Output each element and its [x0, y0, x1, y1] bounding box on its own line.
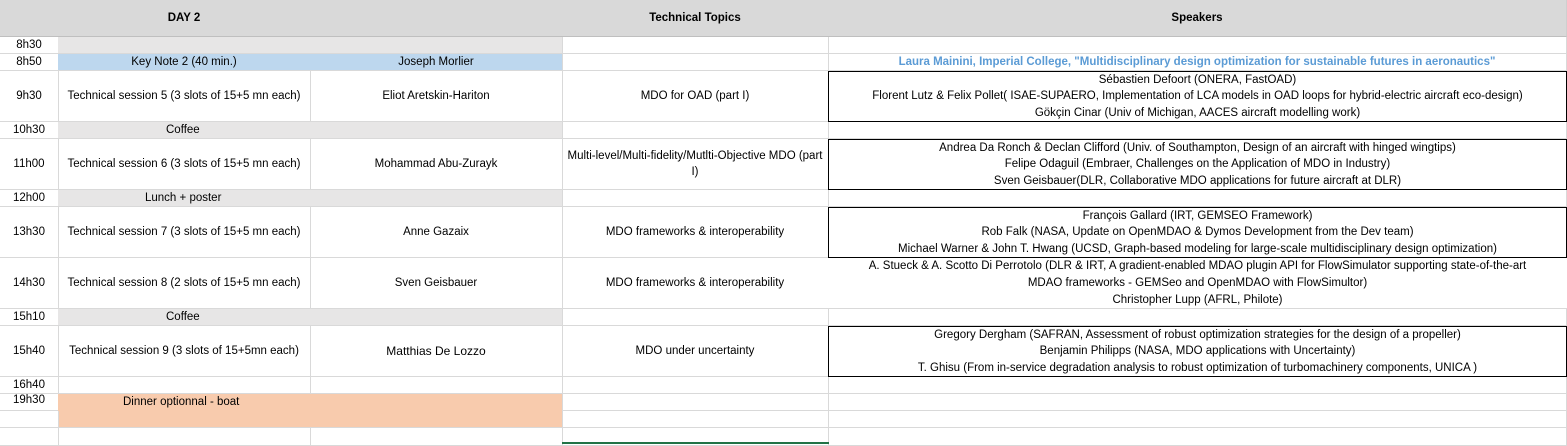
session-cell[interactable]: Technical session 9 (3 slots of 15+5mn each)	[58, 326, 311, 377]
keynote-chair-cell[interactable]: Joseph Morlier	[310, 54, 563, 71]
speakers-cell[interactable]	[828, 377, 1567, 394]
chair-cell[interactable]: Eliot Aretskin-Hariton	[310, 71, 563, 122]
coffee-break-cell[interactable]	[58, 122, 563, 139]
session-cell[interactable]: Technical session 8 (2 slots of 15+5 mn each)	[58, 258, 311, 309]
chair-cell[interactable]: Sven Geisbauer	[310, 258, 563, 309]
lunch-break-cell[interactable]	[58, 190, 563, 207]
speaker-line: Gökçin Cinar (Univ of Michigan, AACES aircraft modelling work)	[1034, 106, 1361, 119]
topic-cell[interactable]	[562, 190, 829, 207]
speakers-box[interactable]	[828, 207, 1567, 258]
topic-cell[interactable]	[562, 37, 829, 54]
topic-cell[interactable]: MDO for OAD (part I)	[562, 71, 829, 122]
coffee-break-cell[interactable]	[58, 309, 563, 326]
time-cell[interactable]: 8h50	[0, 54, 59, 71]
speaker-line: Gregory Dergham (SAFRAN, Assessment of robust optimization strategies for the design of a propeller)	[934, 329, 1461, 342]
chair-cell[interactable]	[310, 428, 563, 446]
topic-cell[interactable]	[562, 411, 829, 428]
speaker-line: Rob Falk (NASA, Update on OpenMDAO & Dymos Development from the Dev team)	[981, 226, 1414, 239]
session-cell[interactable]: Technical session 6 (3 slots of 15+5 mn each)	[58, 139, 311, 190]
speakers-cell[interactable]	[828, 309, 1567, 326]
session-cell[interactable]: Technical session 5 (3 slots of 15+5 mn each)	[58, 71, 311, 122]
topic-cell[interactable]	[562, 122, 829, 139]
header-day[interactable]: DAY 2	[58, 0, 311, 37]
topic-cell[interactable]	[562, 394, 829, 411]
coffee-break-label: Coffee	[166, 124, 200, 136]
speaker-line: Felipe Odaguil (Embraer, Challenges on the Application of MDO in Industry)	[1004, 158, 1391, 171]
chair-cell[interactable]: Mohammad Abu-Zurayk	[310, 139, 563, 190]
chair-cell[interactable]: Anne Gazaix	[310, 207, 563, 258]
time-cell[interactable]: 15h10	[0, 309, 59, 326]
speakers-box[interactable]	[828, 139, 1567, 190]
lunch-break-label: Lunch + poster	[145, 192, 222, 204]
time-cell[interactable]	[0, 428, 59, 446]
time-cell[interactable]: 12h00	[0, 190, 59, 207]
time-cell[interactable]: 11h00	[0, 139, 59, 190]
header-chair-cell[interactable]	[310, 0, 563, 37]
speaker-line: A. Stueck & A. Scotto Di Perrotolo (DLR & IRT, A gradient-enabled MDAO plugin API for FlowSimulator supporting state-of-the-art	[868, 260, 1527, 273]
dinner-label: Dinner optionnal - boat	[123, 396, 240, 408]
speakers-cell[interactable]	[828, 411, 1567, 428]
speakers-box[interactable]	[828, 326, 1567, 377]
session-cell[interactable]	[58, 428, 311, 446]
speaker-line: Christopher Lupp (AFRL, Philote)	[1112, 293, 1283, 306]
dinner-cell[interactable]	[58, 394, 563, 428]
header-time-cell[interactable]	[0, 0, 59, 37]
topic-cell[interactable]: MDO frameworks & interoperability	[562, 207, 829, 258]
speakers-cell[interactable]	[828, 394, 1567, 411]
speakers-cell[interactable]	[828, 122, 1567, 139]
topic-cell[interactable]	[562, 377, 829, 394]
speaker-line: T. Ghisu (From in-service degradation analysis to robust optimization of turbomachinery components, UNICA )	[917, 361, 1478, 374]
session-cell[interactable]: Technical session 7 (3 slots of 15+5 mn each)	[58, 207, 311, 258]
speakers-cell[interactable]	[828, 190, 1567, 207]
topic-cell[interactable]: MDO frameworks & interoperability	[562, 258, 829, 309]
time-cell[interactable]: 19h30	[0, 394, 59, 411]
topic-cell[interactable]	[562, 309, 829, 326]
topic-cell[interactable]: MDO under uncertainty	[562, 326, 829, 377]
time-cell[interactable]: 14h30	[0, 258, 59, 309]
keynote-speaker-cell[interactable]: Laura Mainini, Imperial College, "Multidisciplinary design optimization for sustainable futures in aeronautics"	[828, 54, 1567, 71]
speaker-line: Sébastien Defoort (ONERA, FastOAD)	[1098, 74, 1297, 87]
speaker-line: Sven Geisbauer(DLR, Collaborative MDO applications for future aircraft at DLR)	[993, 174, 1402, 187]
speakers-box[interactable]	[828, 71, 1567, 122]
speakers-box[interactable]	[828, 258, 1567, 309]
header-technical-topics[interactable]: Technical Topics	[562, 0, 829, 37]
time-cell[interactable]: 8h30	[0, 37, 59, 54]
time-cell[interactable]: 10h30	[0, 122, 59, 139]
coffee-break-label: Coffee	[166, 311, 200, 323]
speaker-line: Florent Lutz & Felix Pollet( ISAE-SUPAERO, Implementation of LCA models in OAD loops for hybrid-electric aircraft eco-design)	[872, 90, 1523, 103]
speaker-line: Andrea Da Ronch & Declan Clifford (Univ. of Southampton, Design of an aircraft with hinged wingtips)	[939, 142, 1456, 155]
time-cell[interactable]: 15h40	[0, 326, 59, 377]
topic-cell[interactable]: Multi-level/Multi-fidelity/Mutlti-Objective MDO (part I)	[562, 139, 829, 190]
active-cell-selection	[562, 442, 829, 445]
time-cell[interactable]: 16h40	[0, 377, 59, 394]
speaker-line: Benjamin Philipps (NASA, MDO applications with Uncertainty)	[1039, 345, 1356, 358]
session-cell[interactable]	[58, 377, 311, 394]
time-cell[interactable]	[0, 411, 59, 428]
header-speakers[interactable]: Speakers	[828, 0, 1567, 37]
session-cell[interactable]	[58, 37, 563, 54]
time-cell[interactable]: 9h30	[0, 71, 59, 122]
speaker-line: François Gallard (IRT, GEMSEO Framework)	[1082, 210, 1313, 223]
chair-cell[interactable]: Matthias De Lozzo	[310, 326, 563, 377]
keynote-session-cell[interactable]: Key Note 2 (40 min.)	[58, 54, 311, 71]
speaker-line: MDAO frameworks - GEMSeo and OpenMDAO with FlowSimultor)	[1027, 276, 1368, 289]
speakers-cell[interactable]	[828, 428, 1567, 446]
topic-cell[interactable]	[562, 54, 829, 71]
time-cell[interactable]: 13h30	[0, 207, 59, 258]
speakers-cell[interactable]	[828, 37, 1567, 54]
speaker-line: Michael Warner & John T. Hwang (UCSD, Graph-based modeling for large-scale multidisciplinary design optimization)	[898, 242, 1497, 255]
chair-cell[interactable]	[310, 377, 563, 394]
